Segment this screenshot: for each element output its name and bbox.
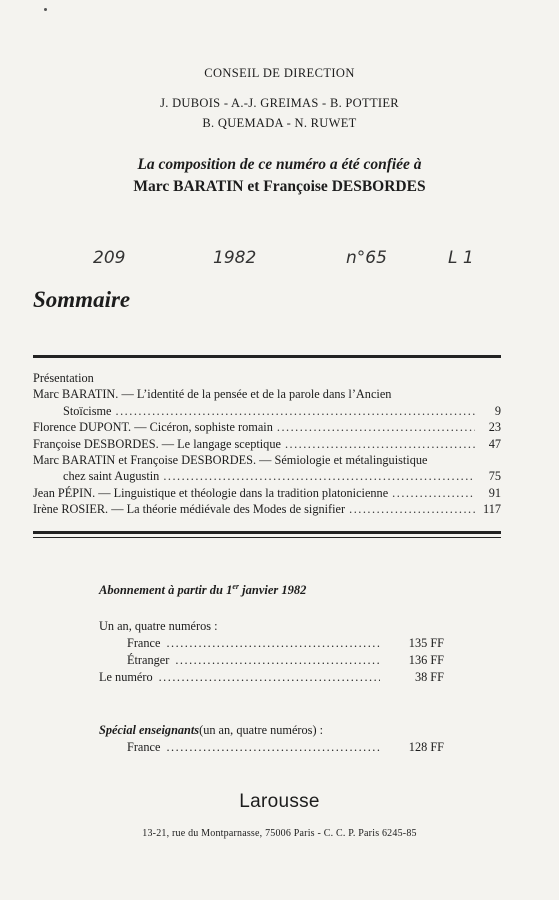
price-label: France (127, 636, 161, 650)
toc-bottom-thin-rule (33, 537, 501, 538)
toc-entry-2 (33, 419, 501, 435)
special-teachers-offer (99, 722, 444, 756)
council-title: CONSEIL DE DIRECTION (204, 66, 355, 80)
special-heading (99, 722, 444, 739)
toc-entry-3 (33, 436, 501, 452)
handwritten-note-4: L 1 (448, 248, 474, 268)
handwritten-note-1: 209 (93, 248, 126, 268)
table-of-contents (33, 370, 501, 518)
toc-entry-title: Stoïcisme (63, 403, 112, 418)
special-title-bold: Spécial enseignants (99, 723, 200, 737)
toc-entry-title: Marc BARATIN et Françoise DESBORDES. — Sémiologie et métalinguistique (33, 453, 428, 468)
composition-line2: Marc BARATIN et Françoise DESBORDES (133, 178, 426, 195)
toc-entry-title: Marc BARATIN. — L’identité de la pensée et de la parole dans l’Ancien (33, 387, 392, 402)
composition-line1: La composition de ce numéro a été confiée à (137, 156, 422, 173)
toc-entry-4-line2 (33, 468, 501, 484)
leader-dots (285, 436, 475, 452)
toc-entry-1-line1 (33, 386, 501, 402)
leader-dots (163, 468, 475, 484)
publisher-address: 13-21, rue du Montparnasse, 75006 Paris - C. C. P. Paris 6245-85 (142, 828, 417, 839)
subscription-title-sup: er (232, 582, 240, 591)
toc-entry-title: Florence DUPONT. — Cicéron, sophiste romain (33, 420, 273, 435)
special-title-rest: (un an, quatre numéros) : (199, 723, 324, 737)
leader-dots (166, 739, 380, 756)
price-amount: 128 FF (408, 740, 444, 754)
price-label: Étranger (127, 653, 170, 667)
toc-intro-label: Présentation (33, 371, 94, 385)
council-members-line2: B. QUEMADA - N. RUWET (202, 116, 357, 130)
council-members-line1: J. DUBOIS - A.-J. GREIMAS - B. POTTIER (160, 96, 399, 110)
toc-entry-5 (33, 485, 501, 501)
leader-dots (159, 669, 380, 686)
price-amount: 135 FF (408, 636, 444, 650)
subscription-prices (99, 618, 444, 686)
leader-dots (392, 485, 475, 501)
toc-page-number: 47 (488, 436, 501, 451)
price-row-etranger (99, 652, 444, 669)
sommaire-heading: Sommaire (33, 287, 131, 312)
paper-speck (44, 8, 47, 11)
price-row-france (99, 635, 444, 652)
leader-dots (277, 419, 475, 435)
publisher-name: Larousse (239, 791, 320, 812)
subscription-title-date: janvier 1982 (239, 583, 307, 598)
toc-entry-title: Jean PÉPIN. — Linguistique et théologie dans la tradition platonicienne (33, 485, 389, 500)
leader-dots (116, 403, 475, 419)
toc-page-number: 9 (494, 403, 501, 418)
price-row-numero (99, 669, 444, 686)
price-label: Le numéro (99, 670, 153, 684)
toc-entry-1-line2 (33, 403, 501, 419)
handwritten-note-3: n°65 (346, 248, 387, 268)
subscription-heading-label: Un an, quatre numéros : (99, 619, 218, 633)
leader-dots (349, 501, 475, 517)
toc-entry-title: chez saint Augustin (63, 469, 160, 484)
toc-top-rule (33, 355, 501, 358)
toc-bottom-rule (33, 531, 501, 534)
price-label: France (127, 740, 161, 754)
price-amount: 38 FF (414, 670, 444, 684)
toc-entry-4-line1 (33, 452, 501, 468)
subscription-title (99, 582, 306, 598)
price-amount: 136 FF (408, 653, 444, 667)
toc-intro (33, 370, 501, 386)
leader-dots (166, 635, 380, 652)
handwritten-note-2: 1982 (213, 248, 257, 268)
toc-page-number: 75 (488, 469, 501, 484)
toc-entry-6 (33, 501, 501, 517)
toc-page-number: 91 (488, 485, 501, 500)
subscription-title-text: Abonnement à partir du 1 (99, 583, 233, 598)
toc-entry-title: Françoise DESBORDES. — Le langage sceptique (33, 436, 281, 451)
leader-dots (175, 652, 380, 669)
special-price-row (99, 739, 444, 756)
subscription-heading (99, 618, 444, 635)
toc-page-number: 23 (488, 420, 501, 435)
toc-page-number: 117 (483, 502, 501, 517)
toc-entry-title: Irène ROSIER. — La théorie médiévale des Modes de signifier (33, 502, 346, 517)
